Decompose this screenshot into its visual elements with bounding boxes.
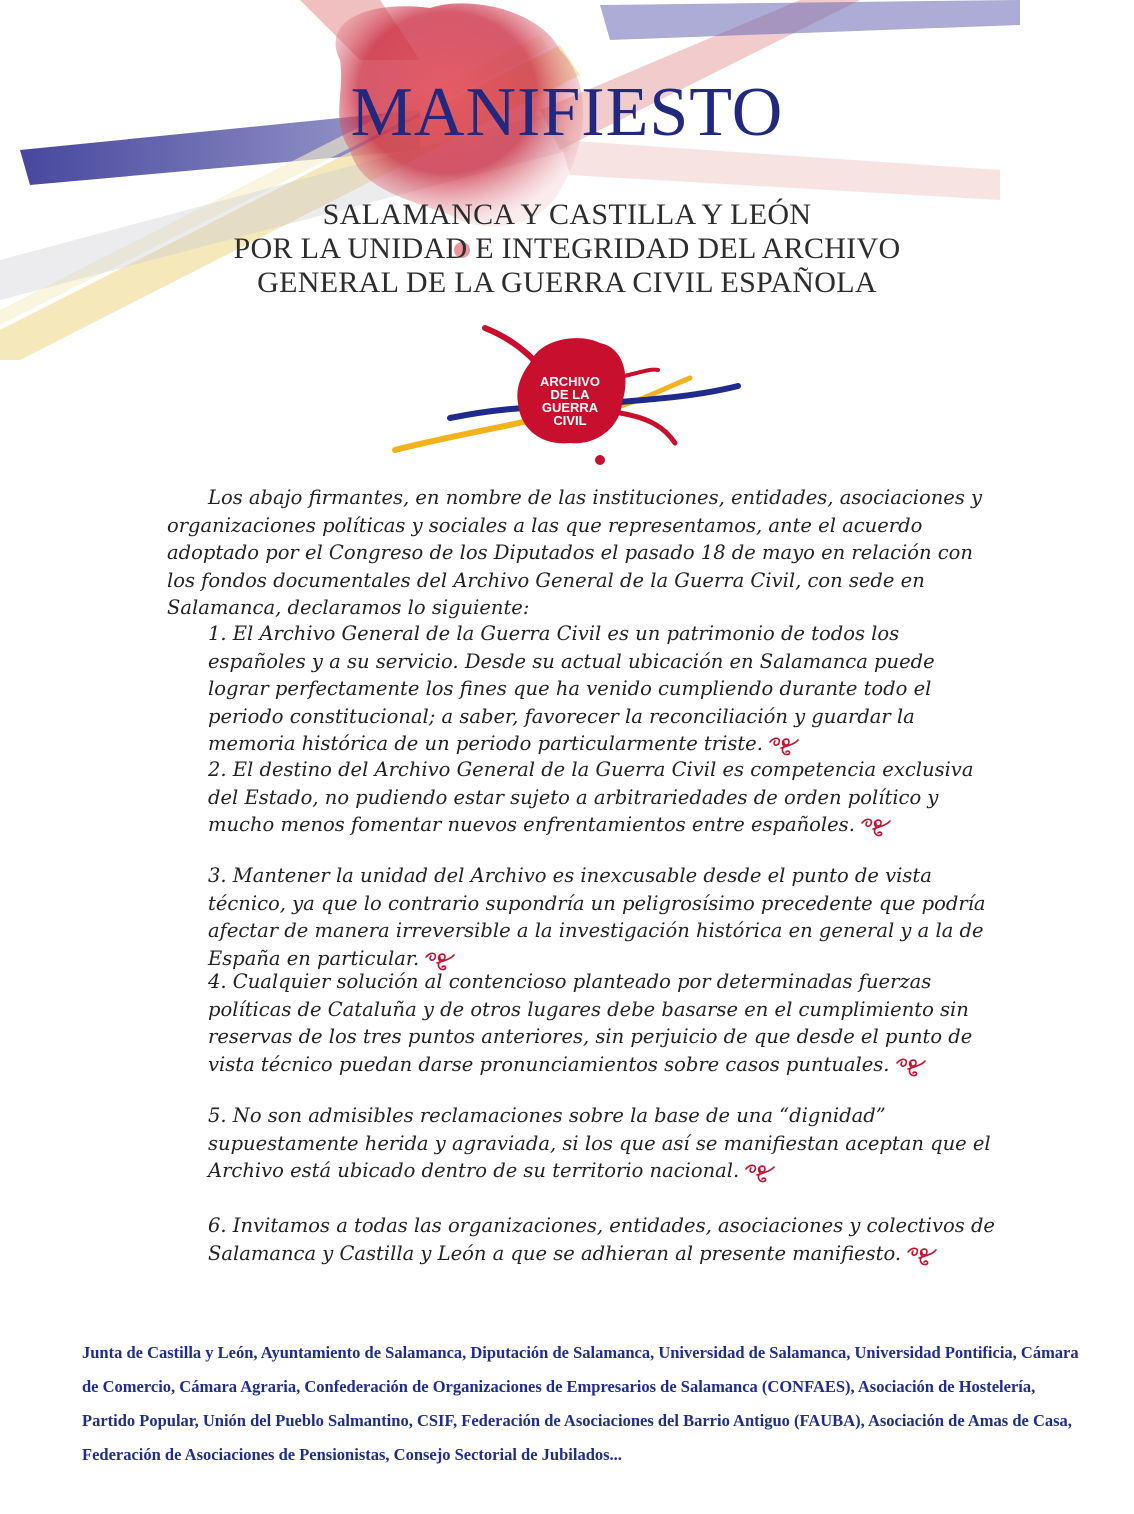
point-text: 3. Mantener la unidad del Archivo es inexcusable desde el punto de vista técnico, ya que lo contrario supondría un peligrosísimo precedente que podría afectar de manera irreversible a la investigación histórica en general y a la de España en particular. bbox=[208, 864, 986, 970]
logo-text: ARCHIVO bbox=[540, 374, 600, 389]
manifesto-point bbox=[208, 968, 998, 1081]
manifesto-point bbox=[208, 862, 998, 975]
subtitle-line: SALAMANCA Y CASTILLA Y LEÓN bbox=[322, 198, 812, 231]
signatories-line: de Comercio, Cámara Agraria, Confederación de Organizaciones de Empresarios de Salamanca (CONFAES), Asociación de Hostelería, bbox=[82, 1377, 1036, 1396]
manifesto-point bbox=[208, 620, 998, 760]
point-text: 5. No son admisibles reclamaciones sobre la base de una “dignidad” supuestamente herida y agraviada, si los que así se manifiestan aceptan que el Archivo está ubicado dentro de su territorio nacional. bbox=[208, 1104, 991, 1182]
ornament-icon bbox=[859, 815, 893, 841]
ornament-icon bbox=[894, 1055, 928, 1081]
manifesto-point bbox=[208, 1212, 998, 1270]
intro-paragraph: Los abajo firmantes, en nombre de las instituciones, entidades, asociaciones y organizaciones políticas y sociales a las que representamos, ante el acuerdo adoptado por el Congreso de los Diputados el pasado 18 de mayo en relación con los fondos documentales del Archivo General de la Guerra Civil, con sede en Salamanca, declaramos lo siguiente: bbox=[167, 486, 983, 619]
logo-text: CIVIL bbox=[553, 413, 587, 428]
archive-logo bbox=[390, 318, 750, 478]
page-subtitle bbox=[0, 198, 1134, 300]
signatories-line: Partido Popular, Unión del Pueblo Salmantino, CSIF, Federación de Asociaciones del Barrio Antiguo (FAUBA), Asociación de Amas de Casa, bbox=[82, 1411, 1072, 1430]
signatories-list bbox=[82, 1336, 1079, 1472]
subtitle-line: POR LA UNIDAD E INTEGRIDAD DEL ARCHIVO bbox=[233, 232, 901, 265]
point-text: 4. Cualquier solución al contencioso planteado por determinadas fuerzas políticas de Cataluña y de otros lugares debe basarse en el cumplimiento sin reservas de los tres puntos anteriores, sin perjuicio de que desde el punto de vista técnico puedan darse pronunciamientos sobre casos puntuales. bbox=[208, 970, 973, 1076]
point-text: 6. Invitamos a todas las organizaciones, entidades, asociaciones y colectivos de Salamanca y Castilla y León a que se adhieran al presente manifiesto. bbox=[208, 1214, 995, 1265]
logo-text: DE LA bbox=[550, 387, 590, 402]
ornament-icon bbox=[743, 1161, 777, 1187]
point-text: 1. El Archivo General de la Guerra Civil es un patrimonio de todos los españoles y a su servicio. Desde su actual ubicación en Salamanca puede lograr perfectamente los fines que ha venido cumpliendo durante todo el periodo constitucional; a saber, favorecer la reconciliación y guardar la memoria histórica de un periodo particularmente triste. bbox=[208, 622, 935, 755]
signatories-line: Federación de Asociaciones de Pensionistas, Consejo Sectorial de Jubilados... bbox=[82, 1445, 622, 1464]
logo-text: GUERRA bbox=[541, 400, 599, 415]
point-text: 2. El destino del Archivo General de la Guerra Civil es competencia exclusiva del Estado, no pudiendo estar sujeto a arbitrariedades de orden político y mucho menos fomentar nuevos enfrentamientos entre españoles. bbox=[208, 758, 974, 836]
signatories-line: Junta de Castilla y León, Ayuntamiento de Salamanca, Diputación de Salamanca, Universidad de Salamanca, Universidad Pontificia, Cámara bbox=[82, 1343, 1079, 1362]
subtitle-line: GENERAL DE LA GUERRA CIVIL ESPAÑOLA bbox=[257, 266, 877, 299]
ornament-icon bbox=[905, 1244, 939, 1270]
page-title: MANIFIESTO bbox=[350, 74, 784, 151]
manifesto-point bbox=[208, 756, 998, 841]
background-ribbons-seal bbox=[0, 0, 1134, 360]
manifesto-point bbox=[208, 1102, 998, 1187]
